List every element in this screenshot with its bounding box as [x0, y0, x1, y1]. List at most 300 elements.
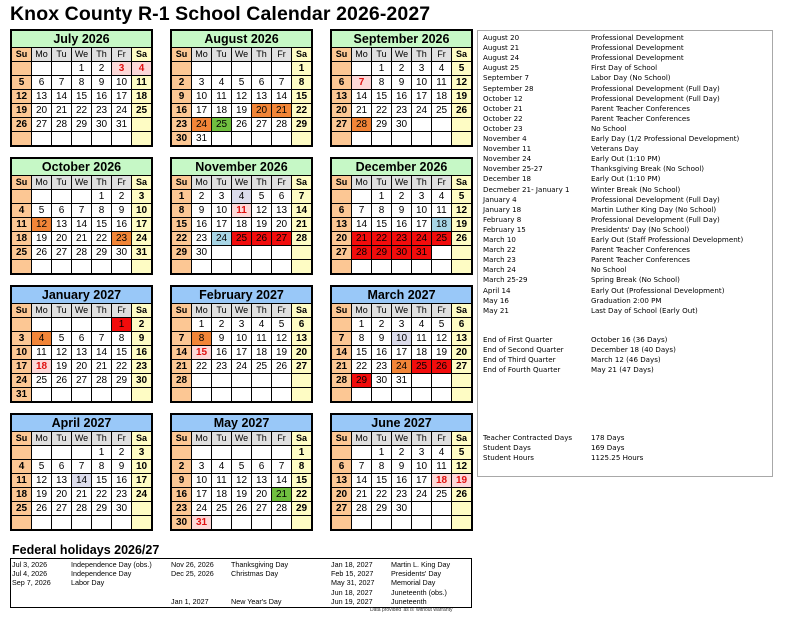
day-cell[interactable]: 17	[132, 474, 152, 488]
day-cell[interactable]: 16	[372, 346, 392, 360]
day-cell[interactable]: 23	[392, 104, 412, 118]
day-cell[interactable]: 21	[352, 104, 372, 118]
day-cell[interactable]: 11	[252, 332, 272, 346]
day-cell[interactable]: 2	[172, 460, 192, 474]
day-cell[interactable]: 14	[292, 204, 312, 218]
day-cell[interactable]: 18	[32, 360, 52, 374]
day-cell[interactable]: 5	[452, 62, 472, 76]
day-cell[interactable]: 15	[372, 218, 392, 232]
day-cell[interactable]: 19	[272, 346, 292, 360]
day-cell[interactable]: 10	[392, 332, 412, 346]
day-cell[interactable]: 11	[12, 474, 32, 488]
day-cell[interactable]: 7	[52, 76, 72, 90]
day-cell[interactable]: 23	[172, 502, 192, 516]
day-cell[interactable]: 15	[292, 474, 312, 488]
day-cell[interactable]: 11	[132, 76, 152, 90]
day-cell[interactable]: 19	[452, 218, 472, 232]
day-cell[interactable]: 12	[32, 474, 52, 488]
day-cell[interactable]: 26	[52, 374, 72, 388]
day-cell[interactable]: 5	[432, 318, 452, 332]
day-cell[interactable]: 4	[412, 318, 432, 332]
day-cell[interactable]: 30	[392, 118, 412, 132]
day-cell[interactable]: 12	[32, 218, 52, 232]
day-cell[interactable]: 9	[112, 204, 132, 218]
day-cell[interactable]: 29	[92, 502, 112, 516]
day-cell[interactable]: 24	[212, 232, 232, 246]
day-cell[interactable]: 29	[172, 246, 192, 260]
day-cell[interactable]: 2	[212, 318, 232, 332]
day-cell[interactable]: 28	[172, 374, 192, 388]
day-cell[interactable]: 20	[332, 104, 352, 118]
day-cell[interactable]: 1	[112, 318, 132, 332]
day-cell[interactable]: 17	[192, 104, 212, 118]
day-cell[interactable]: 20	[252, 104, 272, 118]
day-cell[interactable]: 17	[212, 218, 232, 232]
day-cell[interactable]: 17	[412, 90, 432, 104]
day-cell[interactable]: 25	[432, 488, 452, 502]
day-cell[interactable]: 20	[332, 232, 352, 246]
day-cell[interactable]: 13	[272, 204, 292, 218]
day-cell[interactable]: 30	[392, 246, 412, 260]
day-cell[interactable]: 25	[232, 232, 252, 246]
day-cell[interactable]: 4	[212, 460, 232, 474]
day-cell[interactable]: 12	[452, 204, 472, 218]
day-cell[interactable]: 2	[172, 76, 192, 90]
day-cell[interactable]: 5	[32, 460, 52, 474]
day-cell[interactable]: 9	[392, 76, 412, 90]
day-cell[interactable]: 3	[412, 190, 432, 204]
day-cell[interactable]: 24	[192, 502, 212, 516]
day-cell[interactable]: 7	[272, 460, 292, 474]
day-cell[interactable]: 8	[92, 460, 112, 474]
day-cell[interactable]: 24	[392, 360, 412, 374]
day-cell[interactable]: 3	[192, 76, 212, 90]
day-cell[interactable]: 28	[352, 246, 372, 260]
day-cell[interactable]: 2	[192, 190, 212, 204]
day-cell[interactable]: 9	[92, 76, 112, 90]
day-cell[interactable]: 16	[392, 474, 412, 488]
day-cell[interactable]: 12	[432, 332, 452, 346]
day-cell[interactable]: 18	[212, 488, 232, 502]
day-cell[interactable]: 31	[132, 246, 152, 260]
day-cell[interactable]: 2	[132, 318, 152, 332]
day-cell[interactable]: 3	[132, 190, 152, 204]
day-cell[interactable]: 4	[12, 460, 32, 474]
day-cell[interactable]: 28	[332, 374, 352, 388]
day-cell[interactable]: 14	[72, 474, 92, 488]
day-cell[interactable]: 23	[212, 360, 232, 374]
day-cell[interactable]: 15	[92, 474, 112, 488]
day-cell[interactable]: 22	[372, 104, 392, 118]
day-cell[interactable]: 10	[132, 204, 152, 218]
day-cell[interactable]: 16	[92, 90, 112, 104]
day-cell[interactable]: 25	[212, 502, 232, 516]
day-cell[interactable]: 6	[252, 76, 272, 90]
day-cell[interactable]: 15	[112, 346, 132, 360]
day-cell[interactable]: 25	[432, 104, 452, 118]
day-cell[interactable]: 15	[372, 90, 392, 104]
day-cell[interactable]: 29	[112, 374, 132, 388]
day-cell[interactable]: 5	[12, 76, 32, 90]
day-cell[interactable]: 11	[412, 332, 432, 346]
day-cell[interactable]: 4	[32, 332, 52, 346]
day-cell[interactable]: 22	[112, 360, 132, 374]
day-cell[interactable]: 19	[32, 232, 52, 246]
day-cell[interactable]: 7	[352, 460, 372, 474]
day-cell[interactable]: 26	[12, 118, 32, 132]
day-cell[interactable]: 18	[132, 90, 152, 104]
day-cell[interactable]: 20	[252, 488, 272, 502]
day-cell[interactable]: 18	[12, 232, 32, 246]
day-cell[interactable]: 29	[72, 118, 92, 132]
day-cell[interactable]: 24	[12, 374, 32, 388]
day-cell[interactable]: 14	[92, 346, 112, 360]
day-cell[interactable]: 1	[372, 190, 392, 204]
day-cell[interactable]: 23	[112, 488, 132, 502]
day-cell[interactable]: 25	[12, 246, 32, 260]
day-cell[interactable]: 10	[212, 204, 232, 218]
day-cell[interactable]: 17	[392, 346, 412, 360]
day-cell[interactable]: 11	[212, 474, 232, 488]
day-cell[interactable]: 28	[352, 502, 372, 516]
day-cell[interactable]: 6	[332, 76, 352, 90]
day-cell[interactable]: 8	[112, 332, 132, 346]
day-cell[interactable]: 23	[392, 232, 412, 246]
day-cell[interactable]: 31	[112, 118, 132, 132]
day-cell[interactable]: 15	[352, 346, 372, 360]
day-cell[interactable]: 26	[452, 488, 472, 502]
day-cell[interactable]: 8	[372, 204, 392, 218]
day-cell[interactable]: 10	[412, 76, 432, 90]
day-cell[interactable]: 25	[32, 374, 52, 388]
day-cell[interactable]: 6	[292, 318, 312, 332]
day-cell[interactable]: 9	[112, 460, 132, 474]
day-cell[interactable]: 29	[352, 374, 372, 388]
day-cell[interactable]: 13	[52, 474, 72, 488]
day-cell[interactable]: 14	[72, 218, 92, 232]
day-cell[interactable]: 31	[392, 374, 412, 388]
day-cell[interactable]: 16	[132, 346, 152, 360]
day-cell[interactable]: 2	[112, 190, 132, 204]
day-cell[interactable]: 24	[412, 232, 432, 246]
day-cell[interactable]: 29	[372, 246, 392, 260]
day-cell[interactable]: 5	[252, 190, 272, 204]
day-cell[interactable]: 7	[352, 204, 372, 218]
day-cell[interactable]: 9	[372, 332, 392, 346]
day-cell[interactable]: 20	[32, 104, 52, 118]
day-cell[interactable]: 12	[12, 90, 32, 104]
day-cell[interactable]: 28	[72, 246, 92, 260]
day-cell[interactable]: 7	[72, 460, 92, 474]
day-cell[interactable]: 14	[272, 474, 292, 488]
day-cell[interactable]: 30	[112, 246, 132, 260]
day-cell[interactable]: 23	[192, 232, 212, 246]
day-cell[interactable]: 23	[132, 360, 152, 374]
day-cell[interactable]: 8	[292, 460, 312, 474]
day-cell[interactable]: 13	[52, 218, 72, 232]
day-cell[interactable]: 28	[72, 502, 92, 516]
day-cell[interactable]: 10	[412, 460, 432, 474]
day-cell[interactable]: 6	[452, 318, 472, 332]
day-cell[interactable]: 16	[392, 218, 412, 232]
day-cell[interactable]: 29	[372, 118, 392, 132]
day-cell[interactable]: 3	[392, 318, 412, 332]
day-cell[interactable]: 20	[52, 488, 72, 502]
day-cell[interactable]: 14	[332, 346, 352, 360]
day-cell[interactable]: 1	[372, 446, 392, 460]
day-cell[interactable]: 27	[452, 360, 472, 374]
day-cell[interactable]: 30	[112, 502, 132, 516]
day-cell[interactable]: 4	[432, 190, 452, 204]
day-cell[interactable]: 25	[412, 360, 432, 374]
day-cell[interactable]: 1	[92, 446, 112, 460]
day-cell[interactable]: 7	[92, 332, 112, 346]
day-cell[interactable]: 16	[112, 218, 132, 232]
day-cell[interactable]: 4	[212, 76, 232, 90]
day-cell[interactable]: 29	[92, 246, 112, 260]
day-cell[interactable]: 27	[52, 502, 72, 516]
day-cell[interactable]: 8	[352, 332, 372, 346]
day-cell[interactable]: 2	[392, 190, 412, 204]
day-cell[interactable]: 5	[272, 318, 292, 332]
day-cell[interactable]: 30	[392, 502, 412, 516]
day-cell[interactable]: 24	[192, 118, 212, 132]
day-cell[interactable]: 21	[292, 218, 312, 232]
day-cell[interactable]: 27	[332, 246, 352, 260]
day-cell[interactable]: 20	[52, 232, 72, 246]
day-cell[interactable]: 17	[232, 346, 252, 360]
day-cell[interactable]: 24	[412, 104, 432, 118]
day-cell[interactable]: 24	[412, 488, 432, 502]
day-cell[interactable]: 21	[52, 104, 72, 118]
day-cell[interactable]: 7	[332, 332, 352, 346]
day-cell[interactable]: 23	[92, 104, 112, 118]
day-cell[interactable]: 15	[292, 90, 312, 104]
day-cell[interactable]: 3	[112, 62, 132, 76]
day-cell[interactable]: 21	[352, 232, 372, 246]
day-cell[interactable]: 29	[292, 118, 312, 132]
day-cell[interactable]: 30	[172, 132, 192, 146]
day-cell[interactable]: 14	[52, 90, 72, 104]
day-cell[interactable]: 19	[452, 474, 472, 488]
day-cell[interactable]: 12	[452, 460, 472, 474]
day-cell[interactable]: 10	[412, 204, 432, 218]
day-cell[interactable]: 4	[432, 62, 452, 76]
day-cell[interactable]: 12	[232, 474, 252, 488]
day-cell[interactable]: 27	[252, 502, 272, 516]
day-cell[interactable]: 27	[72, 374, 92, 388]
day-cell[interactable]: 3	[232, 318, 252, 332]
day-cell[interactable]: 18	[432, 90, 452, 104]
day-cell[interactable]: 13	[72, 346, 92, 360]
day-cell[interactable]: 7	[172, 332, 192, 346]
day-cell[interactable]: 15	[72, 90, 92, 104]
day-cell[interactable]: 27	[272, 232, 292, 246]
day-cell[interactable]: 2	[112, 446, 132, 460]
day-cell[interactable]: 11	[12, 218, 32, 232]
day-cell[interactable]: 10	[132, 460, 152, 474]
day-cell[interactable]: 30	[132, 374, 152, 388]
day-cell[interactable]: 16	[212, 346, 232, 360]
day-cell[interactable]: 28	[92, 374, 112, 388]
day-cell[interactable]: 27	[332, 118, 352, 132]
day-cell[interactable]: 30	[172, 516, 192, 530]
day-cell[interactable]: 16	[192, 218, 212, 232]
day-cell[interactable]: 10	[192, 90, 212, 104]
day-cell[interactable]: 12	[232, 90, 252, 104]
day-cell[interactable]: 8	[92, 204, 112, 218]
day-cell[interactable]: 13	[332, 90, 352, 104]
day-cell[interactable]: 3	[212, 190, 232, 204]
day-cell[interactable]: 29	[372, 502, 392, 516]
day-cell[interactable]: 24	[132, 232, 152, 246]
day-cell[interactable]: 19	[232, 488, 252, 502]
day-cell[interactable]: 6	[32, 76, 52, 90]
day-cell[interactable]: 27	[332, 502, 352, 516]
day-cell[interactable]: 5	[232, 460, 252, 474]
day-cell[interactable]: 24	[232, 360, 252, 374]
day-cell[interactable]: 19	[32, 488, 52, 502]
day-cell[interactable]: 1	[172, 190, 192, 204]
day-cell[interactable]: 22	[72, 104, 92, 118]
day-cell[interactable]: 3	[412, 446, 432, 460]
day-cell[interactable]: 22	[172, 232, 192, 246]
day-cell[interactable]: 8	[72, 76, 92, 90]
day-cell[interactable]: 13	[252, 90, 272, 104]
day-cell[interactable]: 22	[92, 488, 112, 502]
day-cell[interactable]: 22	[352, 360, 372, 374]
day-cell[interactable]: 3	[12, 332, 32, 346]
day-cell[interactable]: 28	[272, 118, 292, 132]
day-cell[interactable]: 10	[192, 474, 212, 488]
day-cell[interactable]: 15	[372, 474, 392, 488]
day-cell[interactable]: 26	[232, 502, 252, 516]
day-cell[interactable]: 12	[252, 204, 272, 218]
day-cell[interactable]: 23	[372, 360, 392, 374]
day-cell[interactable]: 9	[132, 332, 152, 346]
day-cell[interactable]: 10	[232, 332, 252, 346]
day-cell[interactable]: 20	[452, 346, 472, 360]
day-cell[interactable]: 7	[292, 190, 312, 204]
day-cell[interactable]: 30	[92, 118, 112, 132]
day-cell[interactable]: 9	[392, 460, 412, 474]
day-cell[interactable]: 26	[232, 118, 252, 132]
day-cell[interactable]: 22	[372, 232, 392, 246]
day-cell[interactable]: 21	[72, 232, 92, 246]
day-cell[interactable]: 6	[252, 460, 272, 474]
day-cell[interactable]: 5	[452, 446, 472, 460]
day-cell[interactable]: 13	[332, 218, 352, 232]
day-cell[interactable]: 26	[432, 360, 452, 374]
day-cell[interactable]: 31	[12, 388, 32, 402]
day-cell[interactable]: 30	[192, 246, 212, 260]
day-cell[interactable]: 19	[232, 104, 252, 118]
day-cell[interactable]: 13	[32, 90, 52, 104]
day-cell[interactable]: 24	[132, 488, 152, 502]
day-cell[interactable]: 20	[272, 218, 292, 232]
day-cell[interactable]: 4	[432, 446, 452, 460]
day-cell[interactable]: 22	[372, 488, 392, 502]
day-cell[interactable]: 27	[52, 246, 72, 260]
day-cell[interactable]: 19	[52, 360, 72, 374]
day-cell[interactable]: 7	[352, 76, 372, 90]
day-cell[interactable]: 21	[172, 360, 192, 374]
day-cell[interactable]: 22	[292, 488, 312, 502]
day-cell[interactable]: 5	[32, 204, 52, 218]
day-cell[interactable]: 14	[272, 90, 292, 104]
day-cell[interactable]: 19	[452, 90, 472, 104]
day-cell[interactable]: 18	[432, 474, 452, 488]
day-cell[interactable]: 17	[12, 360, 32, 374]
day-cell[interactable]: 4	[252, 318, 272, 332]
day-cell[interactable]: 2	[392, 62, 412, 76]
day-cell[interactable]: 30	[372, 374, 392, 388]
day-cell[interactable]: 12	[452, 76, 472, 90]
day-cell[interactable]: 10	[112, 76, 132, 90]
day-cell[interactable]: 5	[452, 190, 472, 204]
day-cell[interactable]: 29	[292, 502, 312, 516]
day-cell[interactable]: 4	[12, 204, 32, 218]
day-cell[interactable]: 4	[132, 62, 152, 76]
day-cell[interactable]: 21	[332, 360, 352, 374]
day-cell[interactable]: 1	[192, 318, 212, 332]
day-cell[interactable]: 1	[292, 446, 312, 460]
day-cell[interactable]: 8	[172, 204, 192, 218]
day-cell[interactable]: 17	[412, 218, 432, 232]
day-cell[interactable]: 18	[252, 346, 272, 360]
day-cell[interactable]: 8	[372, 76, 392, 90]
day-cell[interactable]: 11	[432, 460, 452, 474]
day-cell[interactable]: 27	[32, 118, 52, 132]
day-cell[interactable]: 18	[12, 488, 32, 502]
day-cell[interactable]: 22	[92, 232, 112, 246]
day-cell[interactable]: 3	[192, 460, 212, 474]
day-cell[interactable]: 23	[392, 488, 412, 502]
day-cell[interactable]: 26	[452, 232, 472, 246]
day-cell[interactable]: 19	[12, 104, 32, 118]
day-cell[interactable]: 8	[292, 76, 312, 90]
day-cell[interactable]: 13	[252, 474, 272, 488]
day-cell[interactable]: 11	[232, 204, 252, 218]
day-cell[interactable]: 16	[392, 90, 412, 104]
day-cell[interactable]: 11	[212, 90, 232, 104]
day-cell[interactable]: 6	[72, 332, 92, 346]
day-cell[interactable]: 20	[292, 346, 312, 360]
day-cell[interactable]: 21	[272, 104, 292, 118]
day-cell[interactable]: 14	[352, 218, 372, 232]
day-cell[interactable]: 4	[232, 190, 252, 204]
day-cell[interactable]: 18	[212, 104, 232, 118]
day-cell[interactable]: 2	[372, 318, 392, 332]
day-cell[interactable]: 14	[352, 90, 372, 104]
day-cell[interactable]: 6	[332, 460, 352, 474]
day-cell[interactable]: 31	[412, 246, 432, 260]
day-cell[interactable]: 28	[272, 502, 292, 516]
day-cell[interactable]: 28	[52, 118, 72, 132]
day-cell[interactable]: 15	[192, 346, 212, 360]
day-cell[interactable]: 23	[112, 232, 132, 246]
day-cell[interactable]: 31	[192, 132, 212, 146]
day-cell[interactable]: 22	[292, 104, 312, 118]
day-cell[interactable]: 8	[192, 332, 212, 346]
day-cell[interactable]: 6	[52, 460, 72, 474]
day-cell[interactable]: 3	[132, 446, 152, 460]
day-cell[interactable]: 14	[352, 474, 372, 488]
day-cell[interactable]: 25	[212, 118, 232, 132]
day-cell[interactable]: 16	[172, 104, 192, 118]
day-cell[interactable]: 9	[392, 204, 412, 218]
day-cell[interactable]: 22	[192, 360, 212, 374]
